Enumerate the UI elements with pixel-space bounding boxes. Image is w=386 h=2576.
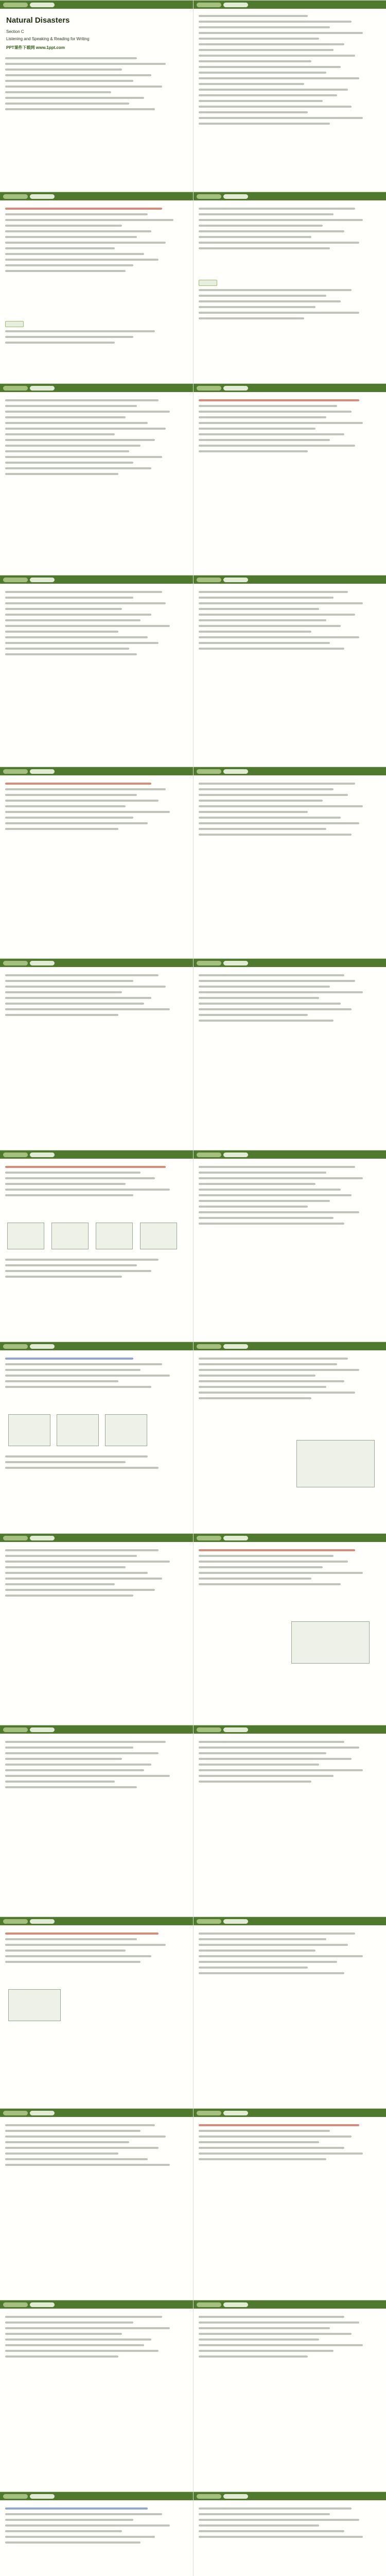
slide-content xyxy=(0,1917,193,2108)
illustration xyxy=(8,1989,61,2021)
illustration xyxy=(8,1414,50,1446)
slide-content xyxy=(193,767,386,958)
slide-header xyxy=(194,1,386,9)
slide-content xyxy=(0,767,193,958)
slide-content xyxy=(0,1725,193,1917)
slide-vocab xyxy=(193,0,386,192)
slide-content xyxy=(193,958,386,1150)
cover-subtitle-2: Listening and Speaking & Reading for Writing xyxy=(6,37,90,41)
illustration xyxy=(51,1223,89,1249)
slide-content xyxy=(193,1533,386,1725)
cover-website: PPT课件下载网 www.1ppt.com xyxy=(6,45,65,50)
slide-content xyxy=(193,2108,386,2300)
slide-content xyxy=(0,958,193,1150)
slide-content xyxy=(193,575,386,767)
slide-content xyxy=(0,2492,193,2576)
illustration xyxy=(7,1223,44,1249)
illustration xyxy=(140,1223,177,1249)
illustration xyxy=(57,1414,99,1446)
illustration xyxy=(296,1440,375,1487)
cover-subtitle: Section C xyxy=(6,29,24,34)
slide-content xyxy=(0,575,193,767)
cover-title: Natural Disasters xyxy=(6,16,70,25)
illustration xyxy=(105,1414,147,1446)
slide-content xyxy=(0,1533,193,1725)
slide-cover xyxy=(0,0,193,192)
slide-content xyxy=(193,1917,386,2108)
slide-content xyxy=(193,1342,386,1533)
illustration xyxy=(291,1621,370,1664)
slide-content xyxy=(193,383,386,575)
text-lines xyxy=(5,57,188,114)
slide-content xyxy=(0,1342,193,1533)
slide-content xyxy=(193,192,386,383)
illustration xyxy=(96,1223,133,1249)
slide-content xyxy=(193,1150,386,1342)
slide-content xyxy=(0,2300,193,2492)
slide-content xyxy=(0,383,193,575)
slide-content xyxy=(0,192,193,383)
slide-header xyxy=(0,1,193,9)
slide-content xyxy=(0,1150,193,1342)
slide-content xyxy=(0,2108,193,2300)
slide-content xyxy=(193,2492,386,2576)
slide-content xyxy=(193,1725,386,1917)
slide-content xyxy=(193,2300,386,2492)
